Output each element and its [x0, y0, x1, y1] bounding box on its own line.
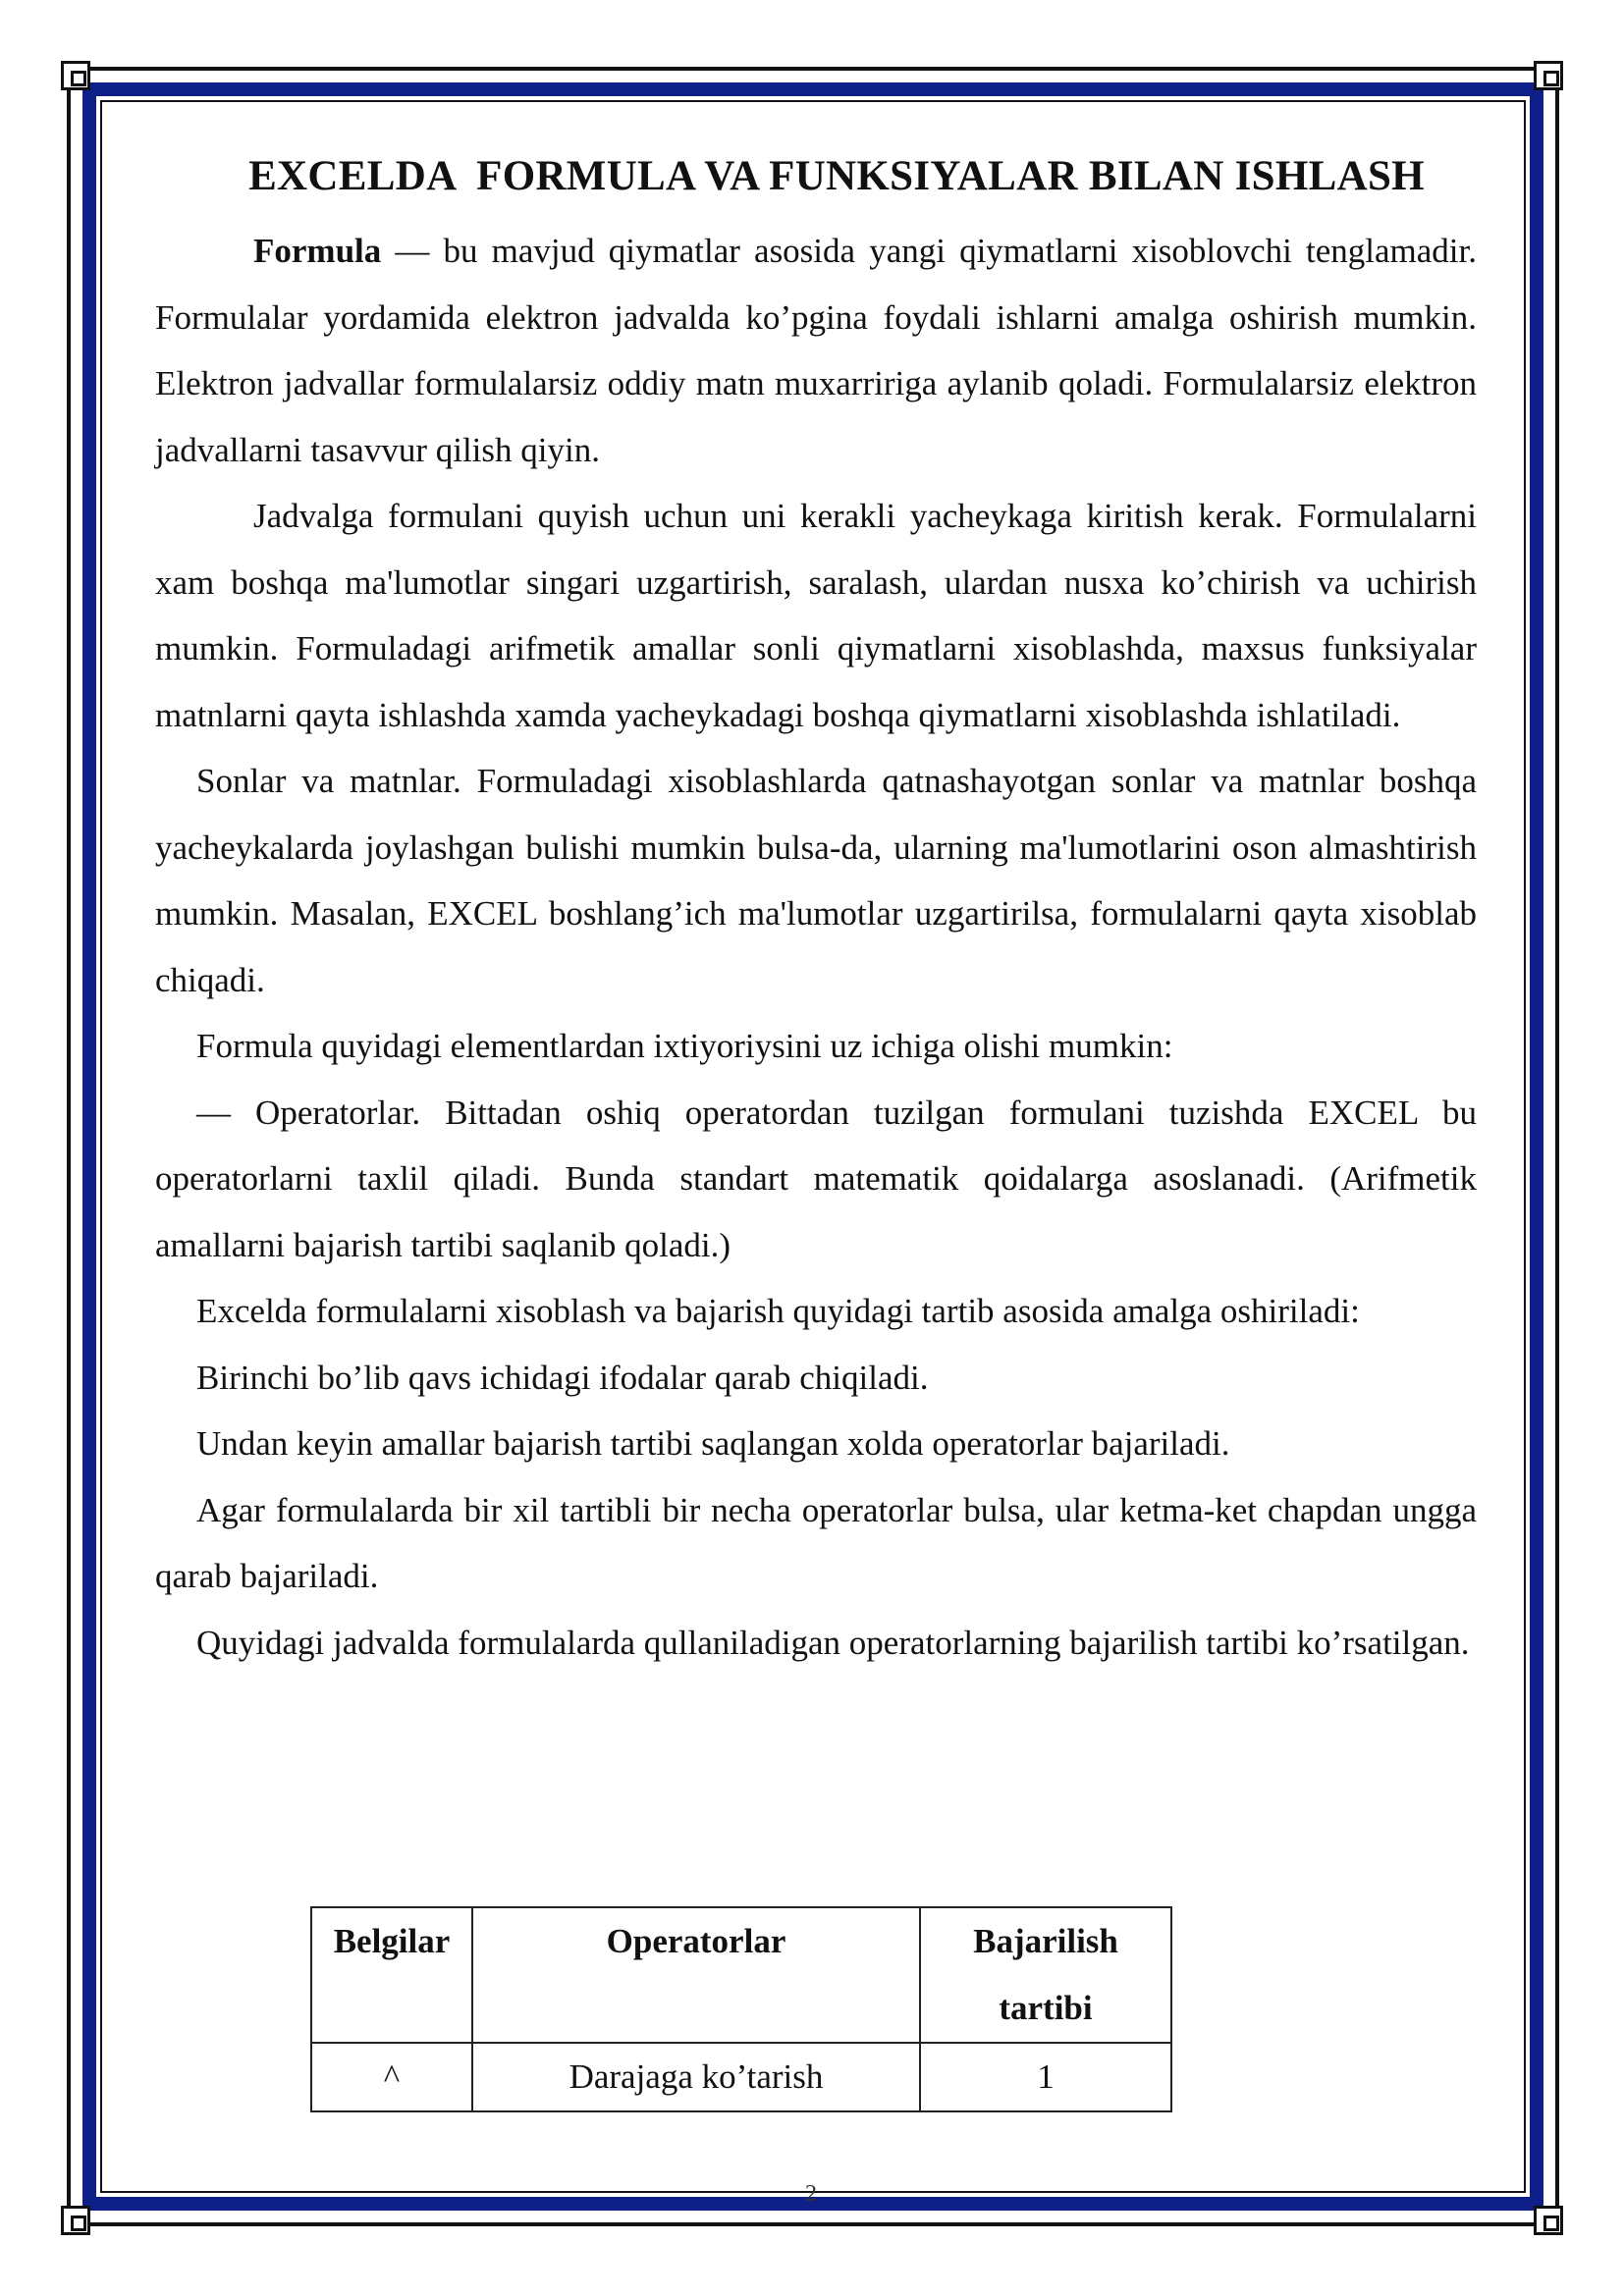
paragraph-table-intro: Quyidagi jadvalda formulalarda qullaniladigan operatorlarning bajarilish tartibi ko’rsatilgan. — [196, 1623, 1470, 1662]
header-belgilar: Belgilar — [311, 1907, 472, 2043]
paragraph-entering-formula: Jadvalga formulani quyish uchun uni kerakli yacheykaga kiritish kerak. Formulalarni xam boshqa ma'lumotlar singari uzgartirish, saralash, ulardan nusxa ko’chirish va uchirish mumkin. Formuladagi arifmetik amallar sonli qiymatlarni xisoblashda, maxsus funksiyalar matnlarni qayta ishlashda xamda yacheykadagi boshqa qiymatlarni xisoblashda ishlatiladi. — [155, 497, 1477, 734]
page-number: 2 — [805, 2181, 817, 2207]
table-row — [311, 2043, 1171, 2111]
corner-ornament-bottom-left — [61, 2206, 90, 2235]
header-bajarilish-tartibi: Bajarilish tartibi — [920, 1907, 1171, 2043]
paragraph-step-operators: Undan keyin amallar bajarish tartibi saqlangan xolda operatorlar bajariladi. — [196, 1424, 1230, 1464]
paragraph-formula-definition — [155, 218, 1477, 483]
paragraph-formula-definition-text: — bu mavjud qiymatlar asosida yangi qiymatlarni xisoblovchi tenglamadir. Formulalar yordamida elektron jadvalda ko’pgina foydali ishlarni amalga oshirish mumkin. Elektron jadvallar formulalarsiz oddiy matn muxarririga aylanib qoladi. Formulalarsiz elektron jadvallarni tasavvur qilish qiyin. — [155, 232, 1477, 469]
operators-table — [310, 1906, 1172, 2112]
table-header-row — [311, 1907, 1171, 2043]
paragraph-operators: — Operatorlar. Bittadan oshiq operatordan tuzilgan formulani tuzishda EXCEL bu operatorlarni taxlil qiladi. Bunda standart matematik qoidalarga asoslanadi. (Arifmetik amallarni bajarish tartibi saqlanib qoladi.) — [155, 1093, 1477, 1264]
cell-symbol: ^ — [311, 2043, 472, 2111]
paragraph-calculation-order: Excelda formulalarni xisoblash va bajarish quyidagi tartib asosida amalga oshiriladi: — [196, 1292, 1360, 1331]
page-title: EXCELDA FORMULA VA FUNKSIYALAR BILAN ISHLASH — [248, 153, 1425, 199]
cell-operator: Darajaga ko’tarish — [472, 2043, 920, 2111]
document-body — [155, 147, 1477, 1676]
term-formula: Formula — [253, 232, 382, 271]
corner-ornament-bottom-right — [1534, 2206, 1563, 2235]
header-operatorlar: Operatorlar — [472, 1907, 920, 2043]
cell-order: 1 — [920, 2043, 1171, 2111]
corner-ornament-top-left — [61, 61, 90, 90]
corner-ornament-top-right — [1534, 61, 1563, 90]
paragraph-step-parentheses: Birinchi bo’lib qavs ichidagi ifodalar qarab chiqiladi. — [196, 1358, 929, 1397]
paragraph-same-priority: Agar formulalarda bir xil tartibli bir necha operatorlar bulsa, ular ketma-ket chapdan ungga qarab bajariladi. — [155, 1490, 1477, 1596]
paragraph-numbers-texts: Sonlar va matnlar. Formuladagi xisoblashlarda qatnashayotgan sonlar va matnlar boshqa yacheykalarda joylashgan bulishi mumkin bulsa-da, ularning ma'lumotlarini oson almashtirish mumkin. Masalan, EXCEL boshlang’ich ma'lumotlar uzgartirilsa, formulalarni qayta xisoblab chiqadi. — [155, 762, 1477, 999]
paragraph-formula-elements: Formula quyidagi elementlardan ixtiyoriysini uz ichiga olishi mumkin: — [196, 1027, 1173, 1066]
